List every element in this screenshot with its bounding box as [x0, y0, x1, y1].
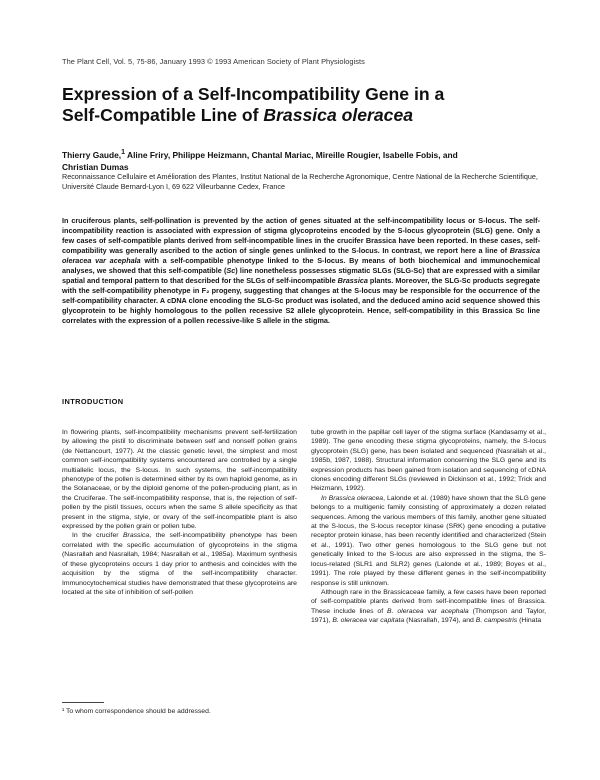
right-paragraph-1: tube growth in the papillar cell layer of the stigma surface (Kandasamy et al., 1989). The gene encoding these stigma glycoproteins, namely, the S-locus glycoprotein (SLG) gene, has been isolated and sequenced (Nasrallah et al., 1985b, 1987, 1988). Structural information concerning the SLG gene and its expression products has been gained from isolation and sequencing of cDNA clones encoding different SLGs (reviewed in Dickinson et al., 1992; Trick and Heizmann, 1992). — [311, 429, 546, 493]
author-list — [62, 147, 532, 173]
running-head: The Plant Cell, Vol. 5, 75-86, January 1993 © 1993 American Society of Plant Physiologists — [62, 57, 365, 66]
right-p3-a: Although rare in the Brassicaceae family, a few cases have been reported of self-compatible plants derived from self-incompatible lines of Brassica. These include lines of — [311, 588, 546, 615]
author-line-1 — [62, 147, 532, 161]
right-p3-species-2: B. oleracea — [332, 617, 367, 625]
right-p3-b: var — [423, 607, 441, 615]
author-footnote-marker: 1 — [121, 149, 125, 156]
abstract-part-2: with a self-compatible phenotype linked to the S-locus. By means of both biochemical and immunochemical analyses, we showed that this self-compatible ( — [62, 256, 540, 276]
author-line-2: Christian Dumas — [62, 161, 129, 172]
left-column — [62, 428, 297, 597]
footnote: ¹ To whom correspondence should be addressed. — [62, 708, 211, 715]
abstract-species: Brassica oleracea var acephala — [62, 246, 540, 266]
right-p3-f: (Hinata — [517, 617, 542, 625]
left-paragraph-2 — [62, 531, 297, 597]
right-p3-e: (Nasrallah, 1974), and — [404, 617, 476, 625]
author-first: Thierry Gaude, — [62, 149, 122, 160]
title-line-1: Expression of a Self-Incompatibility Gene in a — [62, 84, 445, 104]
left-p2-genus: Brassica — [122, 532, 150, 540]
right-paragraph-2 — [311, 494, 546, 588]
left-p2-start: In the crucifer — [72, 532, 123, 540]
right-p3-d: var — [366, 617, 381, 625]
right-p3-var-2: capitata — [380, 617, 405, 625]
right-column — [311, 428, 546, 626]
footnote-divider — [62, 702, 104, 703]
section-heading-introduction: INTRODUCTION — [62, 397, 124, 406]
right-p3-c: (Thompson and Taylor, 1971), — [311, 607, 547, 625]
right-p3-species-3: B. campestris — [475, 617, 518, 625]
title-line-2-text: Self-Compatible Line of — [62, 105, 264, 125]
left-paragraph-1: In flowering plants, self-incompatibility mechanisms prevent self-fertilization by allowing the pistil to discriminate between self and nonself pollen grains (de Nettancourt, 1977). At the classic genetic level, the simplest and most common self-incompatibility systems encountered are controlled by a single multiallelic locus, the S-locus. In such systems, the self-incompatibility phenotype of the pollen is determined either by its own haploid genome, as in the Solanaceae, or by the diploid genome of the pollen-producing plant, as in the Cruciferae. The self-incompatibility response, that is, the rejection of self-pollen by the pistil tissues, occurs when the same S allele specificity as that present in the stigma, style, or ovary of the self-incompatible plant is also expressed by the pollen grain or pollen tube. — [62, 429, 297, 531]
title-species: Brassica oleracea — [263, 105, 414, 125]
abstract-genus: Brassica — [337, 276, 368, 286]
right-p2-species: In Brassica oleracea — [321, 494, 384, 502]
author-rest: Aline Friry, Philippe Heizmann, Chantal Mariac, Mireille Rougier, Isabelle Fobis, and — [125, 149, 458, 160]
title-line-2 — [62, 105, 532, 126]
abstract — [62, 216, 540, 327]
left-p2-rest: , the self-incompatibility phenotype has been correlated with the specific accumulation of glycoproteins in the stigma (Nasrallah and Nasrallah, 1984; Nasrallah et al., 1985a). Maximum synthesis of these glycoproteins occurs 1 day prior to anthesis and coincides with the acquisition by the stigma of the self-incompatibility character. Immunocytochemical studies have demonstrated that these glycoproteins are located at the site of inhibition of self-pollen — [62, 532, 297, 596]
right-p3-var-1: acephala — [440, 607, 469, 615]
abstract-part-1: In cruciferous plants, self-pollination is prevented by the action of genes situated at the self-incompatibility locus or S-locus. The self-incompatibility reaction is associated with expression of stigma glycoproteins encoded by the S-locus glycoprotein (SLG) gene. Only a few cases of self-compatible plants derived from self-incompatible lines in the crucifer Brassica have been reported. In these cases, self-compatibility was generally ascribed to the action of single genes unlinked to the S-locus. In contrast, we report here a line of — [62, 216, 540, 256]
right-paragraph-3 — [311, 588, 546, 626]
abstract-part-3: ) line nonetheless possesses stigmatic SLGs (SLG-Sc) that are expressed with a similar spatial and temporal pattern to that described for the SLGs of self-incompatible — [62, 266, 540, 286]
affiliation: Reconnaissance Cellulaire et Amélioration des Plantes, Institut National de la Recherche Agronomique, Centre National de la Recherche Scientifique, Université Claude Bernard-Lyon I, 69 622 Villeurbanne Cedex, France — [62, 172, 538, 191]
abstract-line-code: Sc — [226, 266, 236, 276]
abstract-part-4: plants. Moreover, the SLG-Sc products segregate with the self-compatibility phenotype in F₂ progeny, suggesting that changes at the S-locus may be responsible for the occurrence of the self-compatibility character. A cDNA clone encoding the SLG-Sc product was isolated, and the deduced amino acid sequence showed this glycoprotein to be highly homologous to the pollen recessive S2 allele glycoprotein. Hence, self-compatibility in this Brassica Sc line correlates with the expression of a pollen recessive-like S allele in the stigma. — [62, 276, 540, 326]
article-title — [62, 84, 532, 126]
right-p3-species-1: B. oleracea — [387, 607, 424, 615]
right-p2-rest: , Lalonde et al. (1989) have shown that the SLG gene belongs to a multigenic family consisting of approximately a dozen related sequences. Among the various members of this family, another gene situated at the S-locus, the S-locus receptor kinase (SRK) gene encoding a putative receptor protein kinase, has been recently identified and characterized (Stein et al., 1991). Two other genes homologous to the SLG gene but not genetically linked to the S-locus are also expressed in the stigma, the S-locus-related (SLR1 and SLR2) genes (Lalonde et al., 1989; Boyes et al., 1991). The role played by these different genes in the self-incompatibility response is still unknown. — [311, 494, 546, 587]
